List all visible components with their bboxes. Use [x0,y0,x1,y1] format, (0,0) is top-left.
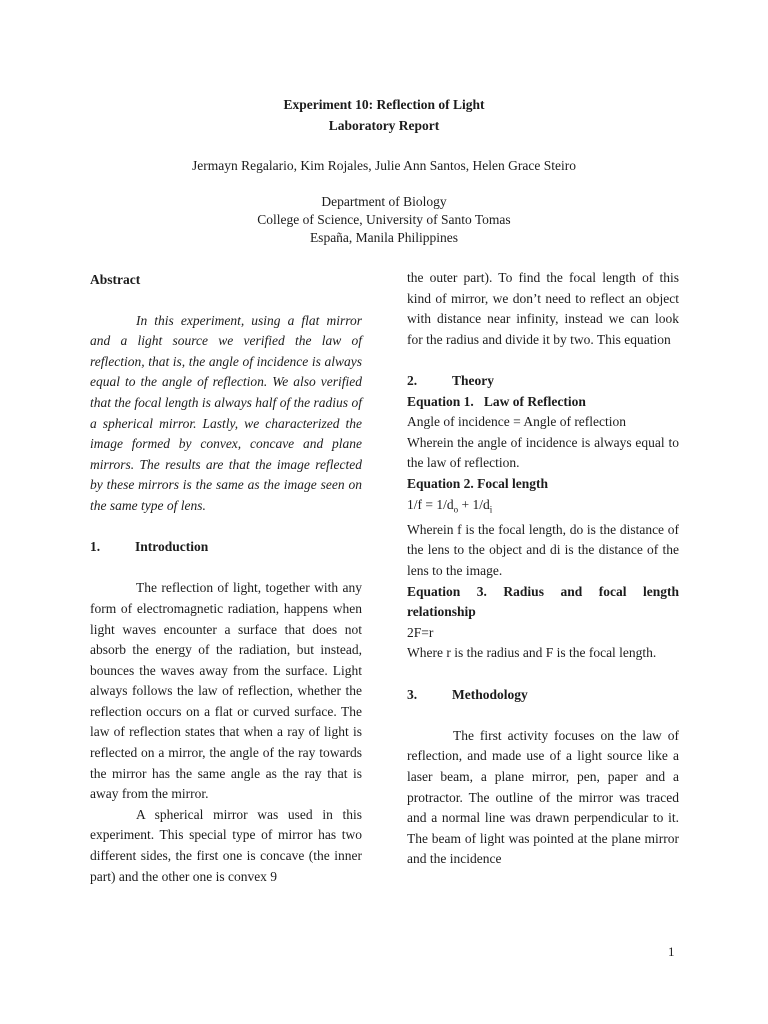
equation-1-description: Wherein the angle of incidence is always equal to the law of reflection. [407,434,679,471]
equation-2-formula [407,495,679,520]
paper-header [0,94,768,247]
author-list: Jermayn Regalario, Kim Rojales, Julie Ann Santos, Helen Grace Steiro [192,158,576,173]
title-line-1: Experiment 10: Reflection of Light [283,97,485,112]
page-number: 1 [668,944,675,959]
paper-title [0,94,768,136]
left-column [90,268,362,887]
section-number: 1. [90,539,101,555]
section-number: 2. [407,372,418,388]
equation-3-description: Where r is the radius and F is the focal length. [407,645,657,661]
equation-2-description: Wherein f is the focal length, do is the distance of the lens to the object and di is the distance of the lens to the image. [407,521,679,578]
equation-3-heading: Equation 3. Radius and focal length relationship [407,583,679,620]
formula-part: 1/f = 1/d [407,496,454,512]
abstract-heading: Abstract [90,272,141,287]
right-column [407,268,679,870]
theory-heading [407,371,679,392]
equation-2-heading: Equation 2. Focal length [407,475,549,491]
introduction-heading [90,537,362,558]
introduction-paragraph-1: The reflection of light, together with any form of electromagnetic radiation, happens when light waves encounter a surface that does not absorb the energy of the radiation, but instead, bounces the waves away from the surface. Light always follows the law of reflection, whether the reflection occurs on a flat or curved surface. The law of reflection states that when a ray of light is reflected on a mirror, the angle of the ray towards the mirror has the same angle as the ray that is away from the mirror. [90,580,362,802]
section-number: 3. [407,686,418,702]
affiliation-department: Department of Biology [321,194,447,209]
title-line-2: Laboratory Report [328,118,440,133]
affiliation-college: College of Science, University of Santo Tomas [257,212,511,227]
formula-subscript-i: i [489,504,493,515]
methodology-paragraph-1: The first activity focuses on the law of reflection, and made use of a light source like a laser beam, a plane mirror, pen, paper and a protractor. The outline of the mirror was traced and a normal line was drawn perpendicular to it. The beam of light was pointed at the plane mirror and the incidence [407,727,679,867]
affiliation [0,193,768,247]
formula-part: + 1/d [458,496,490,512]
section-title: Introduction [135,539,209,555]
equation-3-formula: 2F=r [407,624,434,640]
section-title: Methodology [452,686,528,702]
formula-subscript-o: o [453,504,459,515]
section-title: Theory [452,372,494,388]
equation-1-heading: Equation 1. Law of Reflection [407,393,586,409]
abstract-text: In this experiment, using a flat mirror and a light source we verified the law of reflection, that is, the angle of incidence is always equal to the angle of reflection. We also verified that the focal length is always half of the radius of a spherical mirror. Lastly, we characterized the image formed by convex, concave and plane mirrors. The results are that the image reflected by these mirrors is the same as the image seen on the same type of lens. [90,312,362,513]
methodology-heading [407,685,679,706]
introduction-paragraph-2: A spherical mirror was used in this experiment. This special type of mirror has two different sides, the first one is concave (the inner part) and the other one is convex 9 [90,806,362,884]
equation-1-formula: Angle of incidence = Angle of reflection [407,414,627,430]
introduction-paragraph-2-continued: the outer part). To find the focal length of this kind of mirror, we don’t need to reflect an object with distance near infinity, instead we can look for the radius and divide it by two. This equation [407,270,679,347]
affiliation-location: España, Manila Philippines [309,230,459,245]
